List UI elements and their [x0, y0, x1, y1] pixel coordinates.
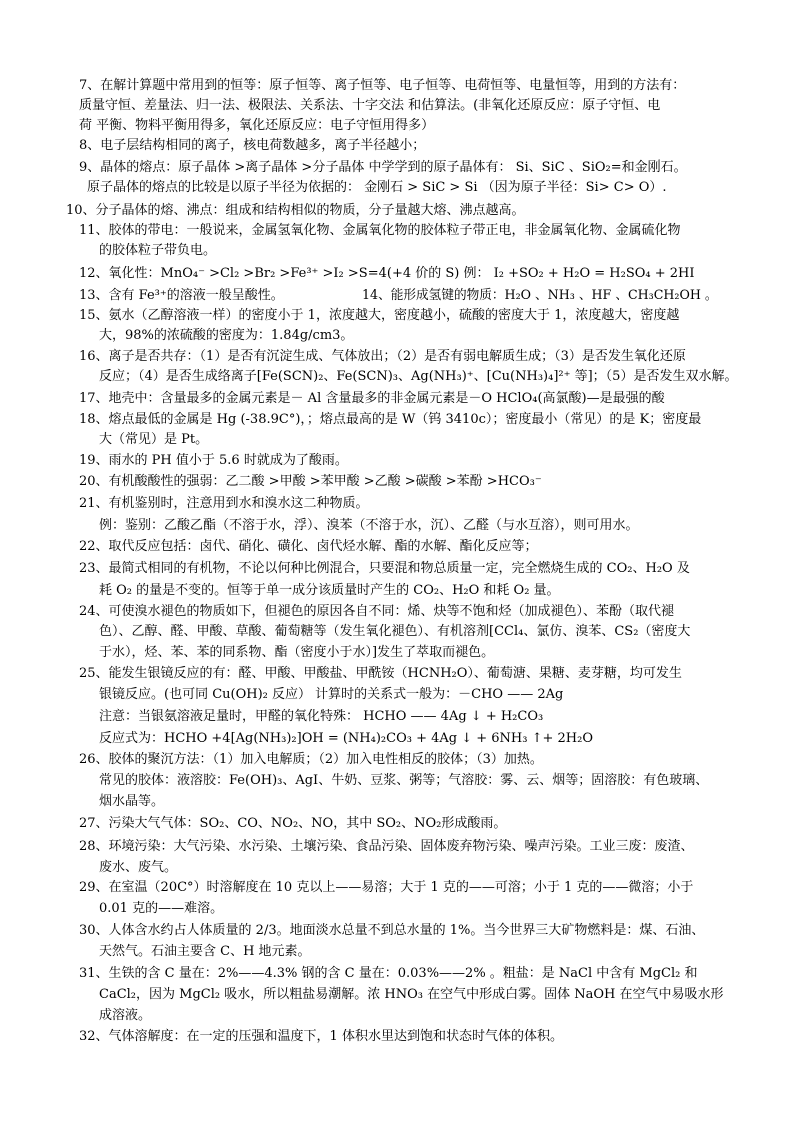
text-line: 9、晶体的熔点：原子晶体 >离子晶体 >分子晶体 中学学到的原子晶体有： Si、SiC 、SiO₂=和金刚石。 — [79, 160, 687, 175]
text-line: 15、氨水（乙醇溶液一样）的密度小于 1，浓度越大，密度越小，硫酸的密度大于 1，浓度越大，密度越 — [79, 308, 680, 323]
text-line: 24、可使溴水褪色的物质如下，但褪色的原因各自不同：烯、炔等不饱和烃（加成褪色）、苯酚（取代褪 — [79, 604, 675, 619]
text-line: 银镜反应。(也可同 Cu(OH)₂ 反应） 计算时的关系式一般为：－CHO —— 2Ag — [99, 687, 564, 702]
text-line: 耗 O₂ 的量是不变的。恒等于单一成分该质量时产生的 CO₂、H₂O 和耗 O₂ 量。 — [99, 583, 560, 598]
text-line: 废水、废气。 — [99, 860, 178, 875]
text-line: 成溶液。 — [99, 1008, 152, 1023]
text-line: 10、分子晶体的熔、沸点：组成和结构相似的物质，分子量越大熔、沸点越高。 — [66, 203, 525, 218]
text-line: 27、污染大气气体：SO₂、CO、NO₂、NO，其中 SO₂、NO₂形成酸雨。 — [79, 816, 507, 831]
text-line: 20、有机酸酸性的强弱：乙二酸 >甲酸 >苯甲酸 >乙酸 >碳酸 >苯酚 >HCO₃⁻ — [79, 474, 542, 489]
text-line: 0.01 克的——难溶。 — [99, 901, 224, 916]
text-line: 大，98%的浓硫酸的密度为：1.84g/cm3。 — [99, 328, 354, 343]
text-line: 例：鉴别：乙酸乙酯（不溶于水，浮）、溴苯（不溶于水，沉）、乙醛（与水互溶），则可用水。 — [99, 518, 639, 533]
text-line: 质量守恒、差量法、归一法、极限法、关系法、十字交法 和估算法。(非氧化还原反应：原子守恒、电 — [79, 98, 661, 113]
text-line: 25、能发生银镜反应的有：醛、甲酸、甲酸盐、甲酰铵（HCNH₂O）、葡萄溏、果糖、麦芽糖，均可发生 — [79, 666, 682, 681]
text-line: 14、能形成氢键的物质：H₂O 、NH₃ 、HF 、CH₃CH₂OH 。 — [362, 288, 718, 303]
text-line: 反应式为：HCHO +4[Ag(NH₃)₂]OH = (NH₄)₂CO₃ + 4Ag ↓ + 6NH₃ ↑+ 2H₂O — [99, 731, 593, 746]
text-line: 反应；（4）是否生成络离子[Fe(SCN)₂、Fe(SCN)₃、Ag(NH₃)⁺、[Cu(NH₃)₄]²⁺ 等]；（5）是否发生双水解。 — [99, 369, 738, 384]
text-line: 12、氧化性：MnO₄⁻ >Cl₂ >Br₂ >Fe³⁺ >I₂ >S=4(+4 价的 S) 例： I₂ +SO₂ + H₂O = H₂SO₄ + 2HI — [79, 266, 695, 281]
text-line: 26、胶体的聚沉方法：（1）加入电解质；（2）加入电性相反的胶体；（3）加热。 — [79, 752, 543, 767]
text-line: 11、胶体的带电：一般说来，金属氢氧化物、金属氧化物的胶体粒子带正电，非金属氧化物、金属硫化物 — [79, 223, 681, 238]
text-line: 13、含有 Fe³⁺的溶液一般呈酸性。 — [79, 288, 284, 303]
text-line: 色）、乙醇、醛、甲酸、草酸、葡萄糖等（发生氧化褪色）、有机溶剂[CCl₄、氯仿、溴苯、CS₂（密度大 — [99, 624, 691, 639]
text-line: 28、环境污染：大气污染、水污染、土壤污染、食品污染、固体废弃物污染、噪声污染。工业三废：废渣、 — [79, 839, 694, 854]
text-line: 常见的胶体：液溶胶：Fe(OH)₃、AgI、牛奶、豆浆、粥等；气溶胶：雾、云、烟等；固溶胶：有色玻璃、 — [99, 773, 709, 788]
text-line: 21、有机鉴别时，注意用到水和溴水这二种物质。 — [79, 496, 369, 511]
text-line: 18、熔点最低的金属是 Hg (-38.9C°)，；熔点最高的是 W（钨 3410c）；密度最小（常见）的是 K；密度最 — [79, 412, 702, 427]
text-line: 22、取代反应包括：卤代、硝化、磺化、卤代烃水解、酯的水解、酯化反应等； — [79, 539, 538, 554]
text-line: 17、地壳中：含量最多的金属元素是－ Al 含量最多的非金属元素是－O HClO₄(高氯酸)—是最强的酸 — [79, 391, 665, 406]
text-line: 原子晶体的熔点的比较是以原子半径为依据的： 金刚石 > SiC > Si （因为原子半径：Si> C> O）. — [87, 180, 667, 195]
text-line: 烟水晶等。 — [99, 794, 165, 809]
text-line: 7、在解计算题中常用到的恒等：原子恒等、离子恒等、电子恒等、电荷恒等、电量恒等，用到的方法有： — [79, 78, 686, 93]
text-line: 于水），烃、苯、苯的同系物、酯（密度小于水）]发生了萃取而褪色。 — [99, 645, 495, 660]
text-line: 的胶体粒子带负电。 — [99, 243, 217, 258]
text-line: 荷 平衡、物料平衡用得多，氧化还原反应：电子守恒用得多） — [79, 118, 435, 133]
text-line: 29、在室温（20C°）时溶解度在 10 克以上——易溶；大于 1 克的——可溶；小于 1 克的——微溶；小于 — [79, 880, 694, 895]
text-line: 31、生铁的含 C 量在：2%——4.3% 钢的含 C 量在：0.03%——2% 。粗盐：是 NaCl 中含有 MgCl₂ 和 — [79, 966, 698, 981]
text-line: 注意：当银氨溶液足量时，甲醛的氧化特殊： HCHO —— 4Ag ↓ + H₂CO₃ — [99, 709, 544, 724]
text-line: CaCl₂，因为 MgCl₂ 吸水，所以粗盐易潮解。浓 HNO₃ 在空气中形成白雾。固体 NaOH 在空气中易吸水形 — [99, 987, 724, 1002]
text-line: 16、离子是否共存：（1）是否有沉淀生成、气体放出；（2）是否有弱电解质生成；（3）是否发生氧化还原 — [79, 349, 686, 364]
text-line: 19、雨水的 PH 值小于 5.6 时就成为了酸雨。 — [79, 453, 348, 468]
text-line: 天然气。石油主要含 C、H 地元素。 — [99, 944, 311, 959]
text-line: 32、气体溶解度：在一定的压强和温度下，1 体积水里达到饱和状态时气体的体积。 — [79, 1029, 563, 1044]
text-line: 大（常见）是 Pt。 — [99, 432, 209, 447]
text-line: 8、电子层结构相同的离子，核电荷数越多，离子半径越小； — [79, 138, 426, 153]
text-line: 30、人体含水约占人体质量的 2/3。地面淡水总量不到总水量的 1%。当今世界三大矿物燃料是：煤、石油、 — [79, 923, 705, 938]
text-line: 23、最简式相同的有机物，不论以何种比例混合，只要混和物总质量一定，完全燃烧生成的 CO₂、H₂O 及 — [79, 561, 690, 576]
